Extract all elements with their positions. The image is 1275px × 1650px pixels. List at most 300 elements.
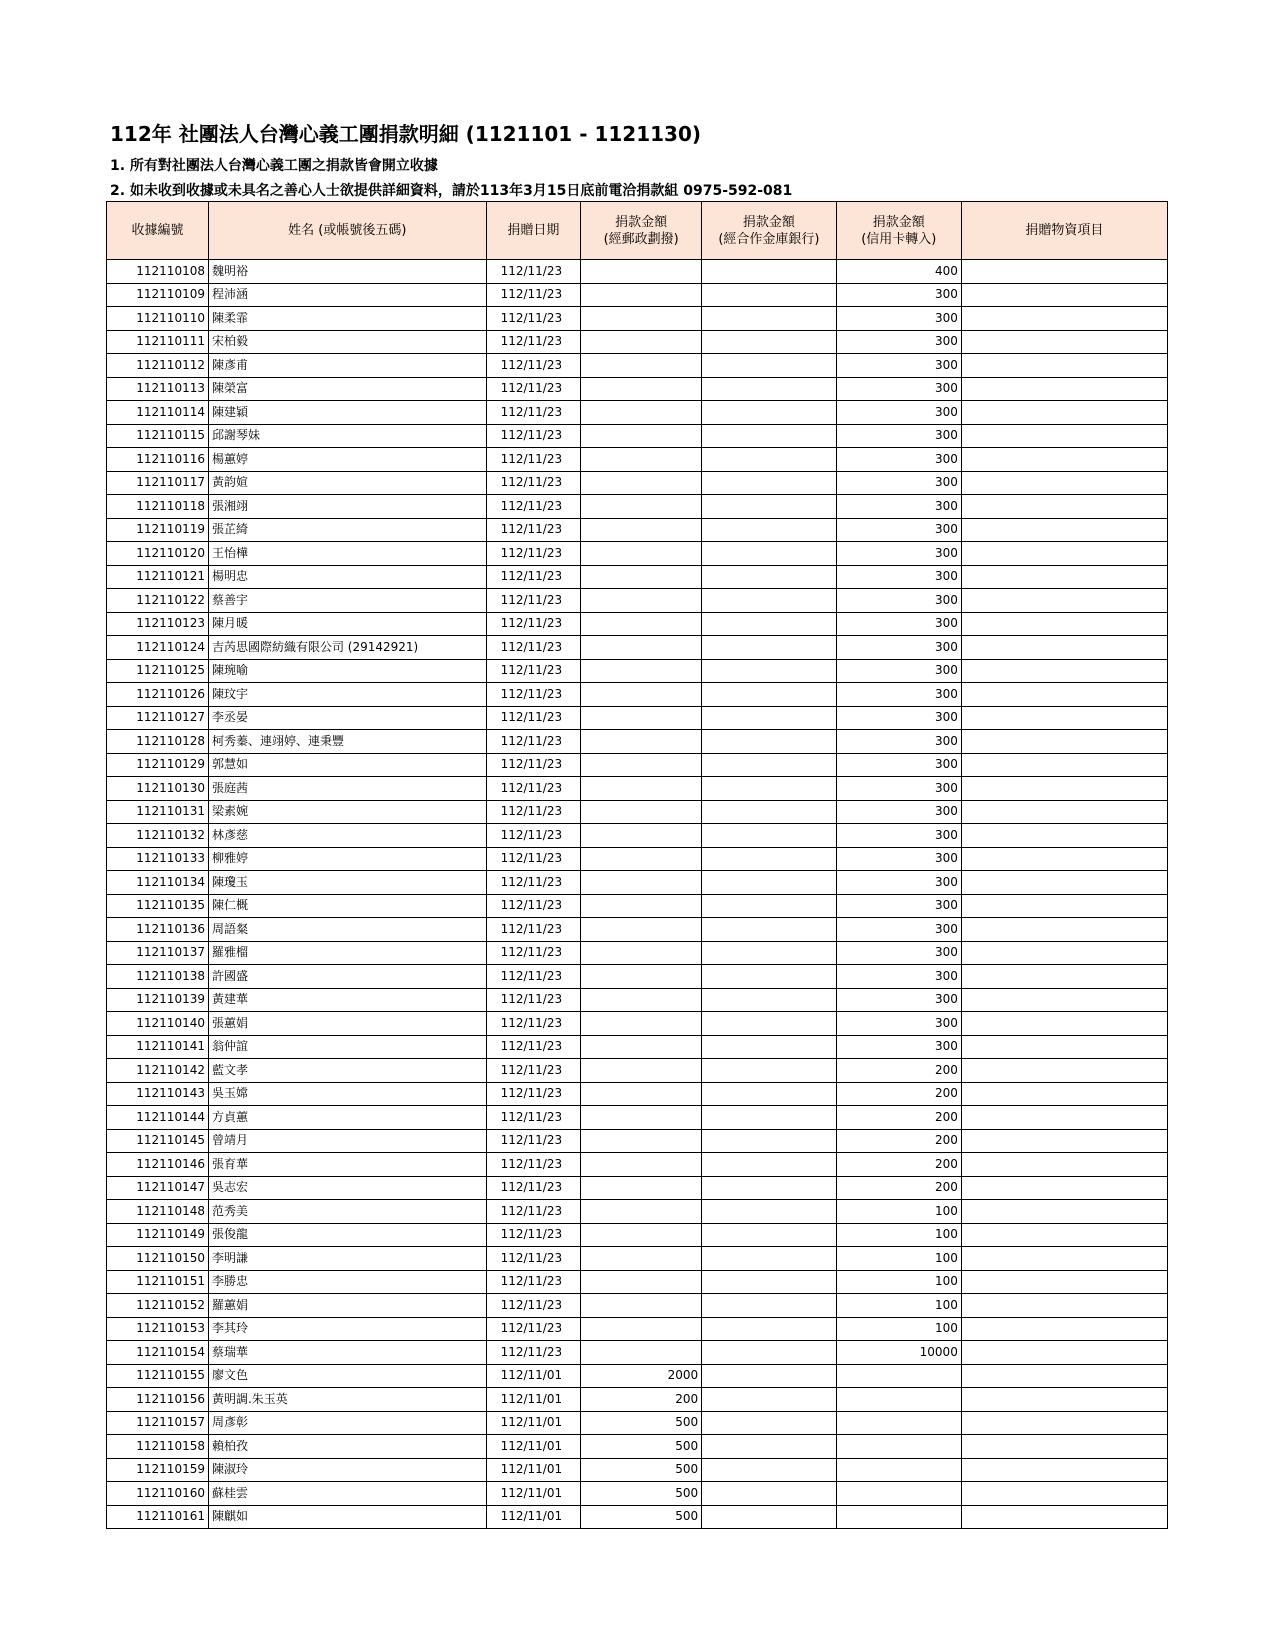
donation-date-cell: 112/11/23 xyxy=(486,471,581,495)
postal-amount-cell: 500 xyxy=(581,1482,702,1506)
donor-name-cell: 李其玲 xyxy=(208,1317,486,1341)
bank-amount-cell xyxy=(702,495,837,519)
postal-amount-cell xyxy=(581,565,702,589)
table-row xyxy=(107,659,1168,683)
card-amount-cell: 300 xyxy=(836,659,961,683)
donation-date-cell: 112/11/23 xyxy=(486,847,581,871)
table-row xyxy=(107,448,1168,472)
table-row xyxy=(107,1012,1168,1036)
bank-amount-cell xyxy=(702,1129,837,1153)
bank-amount-cell xyxy=(702,1035,837,1059)
receipt-no-cell: 112110144 xyxy=(107,1106,209,1130)
table-row xyxy=(107,1435,1168,1459)
receipt-no-cell: 112110129 xyxy=(107,753,209,777)
donation-date-cell: 112/11/23 xyxy=(486,283,581,307)
bank-amount-cell xyxy=(702,448,837,472)
postal-amount-cell xyxy=(581,1270,702,1294)
table-row xyxy=(107,871,1168,895)
card-amount-cell: 10000 xyxy=(836,1341,961,1365)
table-row xyxy=(107,424,1168,448)
bank-amount-cell xyxy=(702,800,837,824)
receipt-no-cell: 112110148 xyxy=(107,1200,209,1224)
donated-items-cell xyxy=(961,659,1167,683)
bank-amount-cell xyxy=(702,542,837,566)
donor-name-cell: 蘇桂雲 xyxy=(208,1482,486,1506)
donated-items-cell xyxy=(961,1200,1167,1224)
receipt-no-cell: 112110137 xyxy=(107,941,209,965)
card-amount-cell: 200 xyxy=(836,1176,961,1200)
bank-amount-cell xyxy=(702,612,837,636)
bank-amount-cell xyxy=(702,1247,837,1271)
donation-date-cell: 112/11/23 xyxy=(486,448,581,472)
donor-name-cell: 羅雅榴 xyxy=(208,941,486,965)
donor-name-cell: 張庭茜 xyxy=(208,777,486,801)
table-row xyxy=(107,1505,1168,1529)
page-title: 112年 社團法人台灣心義工團捐款明細 (1121101 - 1121130) xyxy=(110,122,702,146)
card-amount-cell: 300 xyxy=(836,612,961,636)
bank-amount-cell xyxy=(702,1341,837,1365)
postal-amount-cell xyxy=(581,683,702,707)
card-amount-cell: 300 xyxy=(836,589,961,613)
donation-date-cell: 112/11/01 xyxy=(486,1411,581,1435)
card-amount-cell: 200 xyxy=(836,1059,961,1083)
table-row xyxy=(107,471,1168,495)
table-row xyxy=(107,894,1168,918)
postal-amount-cell xyxy=(581,330,702,354)
table-header-row xyxy=(107,202,1168,260)
postal-amount-cell xyxy=(581,542,702,566)
donated-items-cell xyxy=(961,730,1167,754)
receipt-no-cell: 112110152 xyxy=(107,1294,209,1318)
receipt-no-cell: 112110108 xyxy=(107,260,209,284)
donated-items-cell xyxy=(961,1270,1167,1294)
donated-items-cell xyxy=(961,1294,1167,1318)
table-row xyxy=(107,401,1168,425)
bank-amount-cell xyxy=(702,589,837,613)
card-amount-cell: 300 xyxy=(836,988,961,1012)
donor-name-cell: 魏明裕 xyxy=(208,260,486,284)
donor-name-cell: 陳榮富 xyxy=(208,377,486,401)
donor-name-cell: 賴柏孜 xyxy=(208,1435,486,1459)
receipt-no-cell: 112110127 xyxy=(107,706,209,730)
receipt-no-cell: 112110134 xyxy=(107,871,209,895)
donated-items-cell xyxy=(961,1035,1167,1059)
donated-items-cell xyxy=(961,518,1167,542)
donation-date-cell: 112/11/23 xyxy=(486,612,581,636)
postal-amount-cell xyxy=(581,659,702,683)
card-amount-cell: 300 xyxy=(836,777,961,801)
postal-amount-cell xyxy=(581,401,702,425)
postal-amount-cell xyxy=(581,589,702,613)
table-row xyxy=(107,589,1168,613)
postal-amount-cell xyxy=(581,1059,702,1083)
donor-name-cell: 郭慧如 xyxy=(208,753,486,777)
table-row xyxy=(107,1153,1168,1177)
donated-items-cell xyxy=(961,1059,1167,1083)
postal-amount-cell xyxy=(581,1341,702,1365)
receipt-no-cell: 112110161 xyxy=(107,1505,209,1529)
donated-items-cell xyxy=(961,1129,1167,1153)
donated-items-cell xyxy=(961,260,1167,284)
donated-items-cell xyxy=(961,941,1167,965)
donated-items-cell xyxy=(961,1364,1167,1388)
donated-items-cell xyxy=(961,448,1167,472)
postal-amount-cell xyxy=(581,824,702,848)
table-row xyxy=(107,1482,1168,1506)
receipt-no-cell: 112110111 xyxy=(107,330,209,354)
card-amount-cell: 100 xyxy=(836,1294,961,1318)
receipt-no-cell: 112110113 xyxy=(107,377,209,401)
card-amount-cell: 100 xyxy=(836,1200,961,1224)
bank-amount-cell xyxy=(702,1505,837,1529)
receipt-no-cell: 112110114 xyxy=(107,401,209,425)
postal-amount-cell xyxy=(581,424,702,448)
column-header-donated-items: 捐贈物資項目 xyxy=(961,202,1167,260)
bank-amount-cell xyxy=(702,1153,837,1177)
donor-name-cell: 羅蕙娟 xyxy=(208,1294,486,1318)
donated-items-cell xyxy=(961,612,1167,636)
bank-amount-cell xyxy=(702,1059,837,1083)
donated-items-cell xyxy=(961,894,1167,918)
postal-amount-cell xyxy=(581,753,702,777)
donated-items-cell xyxy=(961,1153,1167,1177)
donation-date-cell: 112/11/01 xyxy=(486,1458,581,1482)
donor-name-cell: 陳建穎 xyxy=(208,401,486,425)
receipt-no-cell: 112110132 xyxy=(107,824,209,848)
table-row xyxy=(107,1341,1168,1365)
receipt-no-cell: 112110115 xyxy=(107,424,209,448)
receipt-no-cell: 112110160 xyxy=(107,1482,209,1506)
donor-name-cell: 陳瓊玉 xyxy=(208,871,486,895)
postal-amount-cell xyxy=(581,941,702,965)
table-row xyxy=(107,1059,1168,1083)
donated-items-cell xyxy=(961,1458,1167,1482)
table-row xyxy=(107,1294,1168,1318)
donation-date-cell: 112/11/23 xyxy=(486,1082,581,1106)
donation-date-cell: 112/11/23 xyxy=(486,1012,581,1036)
donor-name-cell: 程沛涵 xyxy=(208,283,486,307)
bank-amount-cell xyxy=(702,283,837,307)
postal-amount-cell: 500 xyxy=(581,1458,702,1482)
donated-items-cell xyxy=(961,800,1167,824)
postal-amount-cell xyxy=(581,988,702,1012)
bank-amount-cell xyxy=(702,1411,837,1435)
donor-name-cell: 廖文色 xyxy=(208,1364,486,1388)
donation-date-cell: 112/11/23 xyxy=(486,1106,581,1130)
bank-amount-cell xyxy=(702,424,837,448)
donated-items-cell xyxy=(961,1223,1167,1247)
postal-amount-cell xyxy=(581,777,702,801)
donor-name-cell: 張俊龍 xyxy=(208,1223,486,1247)
bank-amount-cell xyxy=(702,1458,837,1482)
donor-name-cell: 陳玟宇 xyxy=(208,683,486,707)
postal-amount-cell xyxy=(581,1176,702,1200)
postal-amount-cell xyxy=(581,706,702,730)
table-row xyxy=(107,706,1168,730)
bank-amount-cell xyxy=(702,847,837,871)
donation-date-cell: 112/11/23 xyxy=(486,1341,581,1365)
table-row xyxy=(107,1247,1168,1271)
receipt-no-cell: 112110119 xyxy=(107,518,209,542)
bank-amount-cell xyxy=(702,330,837,354)
card-amount-cell xyxy=(836,1411,961,1435)
donated-items-cell xyxy=(961,424,1167,448)
donated-items-cell xyxy=(961,401,1167,425)
column-header-postal-amount: 捐款金額 (經郵政劃撥) xyxy=(581,202,702,260)
table-row xyxy=(107,1317,1168,1341)
table-row xyxy=(107,542,1168,566)
receipt-no-cell: 112110150 xyxy=(107,1247,209,1271)
table-row xyxy=(107,847,1168,871)
donation-date-cell: 112/11/23 xyxy=(486,777,581,801)
card-amount-cell: 200 xyxy=(836,1106,961,1130)
postal-amount-cell xyxy=(581,1247,702,1271)
donation-date-cell: 112/11/23 xyxy=(486,941,581,965)
donor-name-cell: 黃明調.朱玉英 xyxy=(208,1388,486,1412)
donation-date-cell: 112/11/23 xyxy=(486,260,581,284)
postal-amount-cell xyxy=(581,283,702,307)
table-row xyxy=(107,260,1168,284)
card-amount-cell: 300 xyxy=(836,565,961,589)
postal-amount-cell xyxy=(581,1153,702,1177)
card-amount-cell: 200 xyxy=(836,1153,961,1177)
card-amount-cell: 300 xyxy=(836,471,961,495)
donated-items-cell xyxy=(961,706,1167,730)
bank-amount-cell xyxy=(702,377,837,401)
receipt-no-cell: 112110118 xyxy=(107,495,209,519)
receipt-no-cell: 112110130 xyxy=(107,777,209,801)
bank-amount-cell xyxy=(702,871,837,895)
table-row xyxy=(107,283,1168,307)
postal-amount-cell xyxy=(581,1106,702,1130)
card-amount-cell: 300 xyxy=(836,824,961,848)
table-row xyxy=(107,730,1168,754)
bank-amount-cell xyxy=(702,1223,837,1247)
column-header-name: 姓名 (或帳號後五碼) xyxy=(208,202,486,260)
donation-date-cell: 112/11/23 xyxy=(486,918,581,942)
donation-date-cell: 112/11/23 xyxy=(486,518,581,542)
donation-date-cell: 112/11/01 xyxy=(486,1364,581,1388)
donation-date-cell: 112/11/23 xyxy=(486,706,581,730)
postal-amount-cell xyxy=(581,612,702,636)
table-row xyxy=(107,495,1168,519)
donation-date-cell: 112/11/23 xyxy=(486,542,581,566)
donation-date-cell: 112/11/23 xyxy=(486,1035,581,1059)
column-header-card-amount: 捐款金額 (信用卡轉入) xyxy=(836,202,961,260)
table-row xyxy=(107,824,1168,848)
bank-amount-cell xyxy=(702,307,837,331)
donation-date-cell: 112/11/23 xyxy=(486,424,581,448)
table-row xyxy=(107,683,1168,707)
bank-amount-cell xyxy=(702,659,837,683)
table-row xyxy=(107,565,1168,589)
postal-amount-cell xyxy=(581,260,702,284)
bank-amount-cell xyxy=(702,1435,837,1459)
card-amount-cell: 300 xyxy=(836,706,961,730)
donated-items-cell xyxy=(961,1411,1167,1435)
donation-date-cell: 112/11/23 xyxy=(486,565,581,589)
donation-date-cell: 112/11/23 xyxy=(486,1317,581,1341)
bank-amount-cell xyxy=(702,824,837,848)
donated-items-cell xyxy=(961,330,1167,354)
donation-date-cell: 112/11/23 xyxy=(486,730,581,754)
table-row xyxy=(107,988,1168,1012)
postal-amount-cell xyxy=(581,894,702,918)
postal-amount-cell xyxy=(581,918,702,942)
donated-items-cell xyxy=(961,307,1167,331)
donor-name-cell: 吳玉嫦 xyxy=(208,1082,486,1106)
bank-amount-cell xyxy=(702,1364,837,1388)
donor-name-cell: 周彥彰 xyxy=(208,1411,486,1435)
bank-amount-cell xyxy=(702,683,837,707)
bank-amount-cell xyxy=(702,636,837,660)
receipt-no-cell: 112110153 xyxy=(107,1317,209,1341)
table-row xyxy=(107,753,1168,777)
postal-amount-cell xyxy=(581,448,702,472)
donated-items-cell xyxy=(961,377,1167,401)
receipt-no-cell: 112110133 xyxy=(107,847,209,871)
postal-amount-cell xyxy=(581,518,702,542)
receipt-no-cell: 112110120 xyxy=(107,542,209,566)
card-amount-cell xyxy=(836,1482,961,1506)
donated-items-cell xyxy=(961,354,1167,378)
receipt-no-cell: 112110139 xyxy=(107,988,209,1012)
donor-name-cell: 李勝忠 xyxy=(208,1270,486,1294)
donated-items-cell xyxy=(961,683,1167,707)
donated-items-cell xyxy=(961,753,1167,777)
receipt-no-cell: 112110123 xyxy=(107,612,209,636)
donor-name-cell: 王怡樺 xyxy=(208,542,486,566)
card-amount-cell: 300 xyxy=(836,871,961,895)
receipt-no-cell: 112110117 xyxy=(107,471,209,495)
donor-name-cell: 蔡善宇 xyxy=(208,589,486,613)
donated-items-cell xyxy=(961,1106,1167,1130)
column-header-bank-amount: 捐款金額 (經合作金庫銀行) xyxy=(702,202,837,260)
donated-items-cell xyxy=(961,1317,1167,1341)
donated-items-cell xyxy=(961,1435,1167,1459)
donated-items-cell xyxy=(961,1012,1167,1036)
receipt-no-cell: 112110110 xyxy=(107,307,209,331)
postal-amount-cell: 500 xyxy=(581,1435,702,1459)
donor-name-cell: 方貞蕙 xyxy=(208,1106,486,1130)
donation-date-cell: 112/11/23 xyxy=(486,1294,581,1318)
receipt-no-cell: 112110124 xyxy=(107,636,209,660)
receipt-no-cell: 112110131 xyxy=(107,800,209,824)
donor-name-cell: 陳月暖 xyxy=(208,612,486,636)
donor-name-cell: 張湘翊 xyxy=(208,495,486,519)
donation-date-cell: 112/11/01 xyxy=(486,1435,581,1459)
table-row xyxy=(107,1200,1168,1224)
column-header-date: 捐贈日期 xyxy=(486,202,581,260)
card-amount-cell: 300 xyxy=(836,401,961,425)
card-amount-cell: 200 xyxy=(836,1129,961,1153)
donation-date-cell: 112/11/23 xyxy=(486,659,581,683)
card-amount-cell: 300 xyxy=(836,683,961,707)
donation-date-cell: 112/11/23 xyxy=(486,330,581,354)
card-amount-cell: 300 xyxy=(836,918,961,942)
receipt-no-cell: 112110143 xyxy=(107,1082,209,1106)
postal-amount-cell xyxy=(581,871,702,895)
donation-date-cell: 112/11/23 xyxy=(486,354,581,378)
table-row xyxy=(107,1270,1168,1294)
bank-amount-cell xyxy=(702,518,837,542)
donated-items-cell xyxy=(961,847,1167,871)
postal-amount-cell: 2000 xyxy=(581,1364,702,1388)
donation-date-cell: 112/11/23 xyxy=(486,965,581,989)
table-row xyxy=(107,777,1168,801)
donated-items-cell xyxy=(961,283,1167,307)
card-amount-cell xyxy=(836,1435,961,1459)
donated-items-cell xyxy=(961,918,1167,942)
card-amount-cell xyxy=(836,1505,961,1529)
bank-amount-cell xyxy=(702,1388,837,1412)
postal-amount-cell xyxy=(581,730,702,754)
donated-items-cell xyxy=(961,1388,1167,1412)
bank-amount-cell xyxy=(702,706,837,730)
donation-table xyxy=(106,201,1168,1529)
receipt-no-cell: 112110135 xyxy=(107,894,209,918)
receipt-no-cell: 112110122 xyxy=(107,589,209,613)
postal-amount-cell: 200 xyxy=(581,1388,702,1412)
donor-name-cell: 曾靖月 xyxy=(208,1129,486,1153)
table-row xyxy=(107,1035,1168,1059)
receipt-no-cell: 112110126 xyxy=(107,683,209,707)
donation-date-cell: 112/11/23 xyxy=(486,1200,581,1224)
bank-amount-cell xyxy=(702,730,837,754)
bank-amount-cell xyxy=(702,401,837,425)
donated-items-cell xyxy=(961,988,1167,1012)
donated-items-cell xyxy=(961,965,1167,989)
card-amount-cell: 300 xyxy=(836,518,961,542)
donor-name-cell: 周語粲 xyxy=(208,918,486,942)
card-amount-cell: 400 xyxy=(836,260,961,284)
donation-date-cell: 112/11/23 xyxy=(486,401,581,425)
bank-amount-cell xyxy=(702,1106,837,1130)
table-row xyxy=(107,1106,1168,1130)
donation-date-cell: 112/11/23 xyxy=(486,1270,581,1294)
postal-amount-cell xyxy=(581,1294,702,1318)
donation-date-cell: 112/11/23 xyxy=(486,1223,581,1247)
card-amount-cell: 300 xyxy=(836,377,961,401)
card-amount-cell: 100 xyxy=(836,1247,961,1271)
receipt-no-cell: 112110155 xyxy=(107,1364,209,1388)
donated-items-cell xyxy=(961,1082,1167,1106)
donated-items-cell xyxy=(961,1505,1167,1529)
bank-amount-cell xyxy=(702,1482,837,1506)
receipt-no-cell: 112110138 xyxy=(107,965,209,989)
card-amount-cell: 300 xyxy=(836,894,961,918)
receipt-no-cell: 112110140 xyxy=(107,1012,209,1036)
receipt-no-cell: 112110128 xyxy=(107,730,209,754)
postal-amount-cell: 500 xyxy=(581,1411,702,1435)
donation-date-cell: 112/11/23 xyxy=(486,871,581,895)
card-amount-cell: 300 xyxy=(836,354,961,378)
bank-amount-cell xyxy=(702,777,837,801)
donor-name-cell: 陳柔霏 xyxy=(208,307,486,331)
donation-date-cell: 112/11/23 xyxy=(486,1247,581,1271)
bank-amount-cell xyxy=(702,565,837,589)
card-amount-cell: 300 xyxy=(836,330,961,354)
donated-items-cell xyxy=(961,495,1167,519)
bank-amount-cell xyxy=(702,260,837,284)
donor-name-cell: 陳仁概 xyxy=(208,894,486,918)
bank-amount-cell xyxy=(702,1176,837,1200)
table-row xyxy=(107,1458,1168,1482)
donated-items-cell xyxy=(961,1176,1167,1200)
card-amount-cell xyxy=(836,1458,961,1482)
receipt-no-cell: 112110116 xyxy=(107,448,209,472)
receipt-no-cell: 112110121 xyxy=(107,565,209,589)
